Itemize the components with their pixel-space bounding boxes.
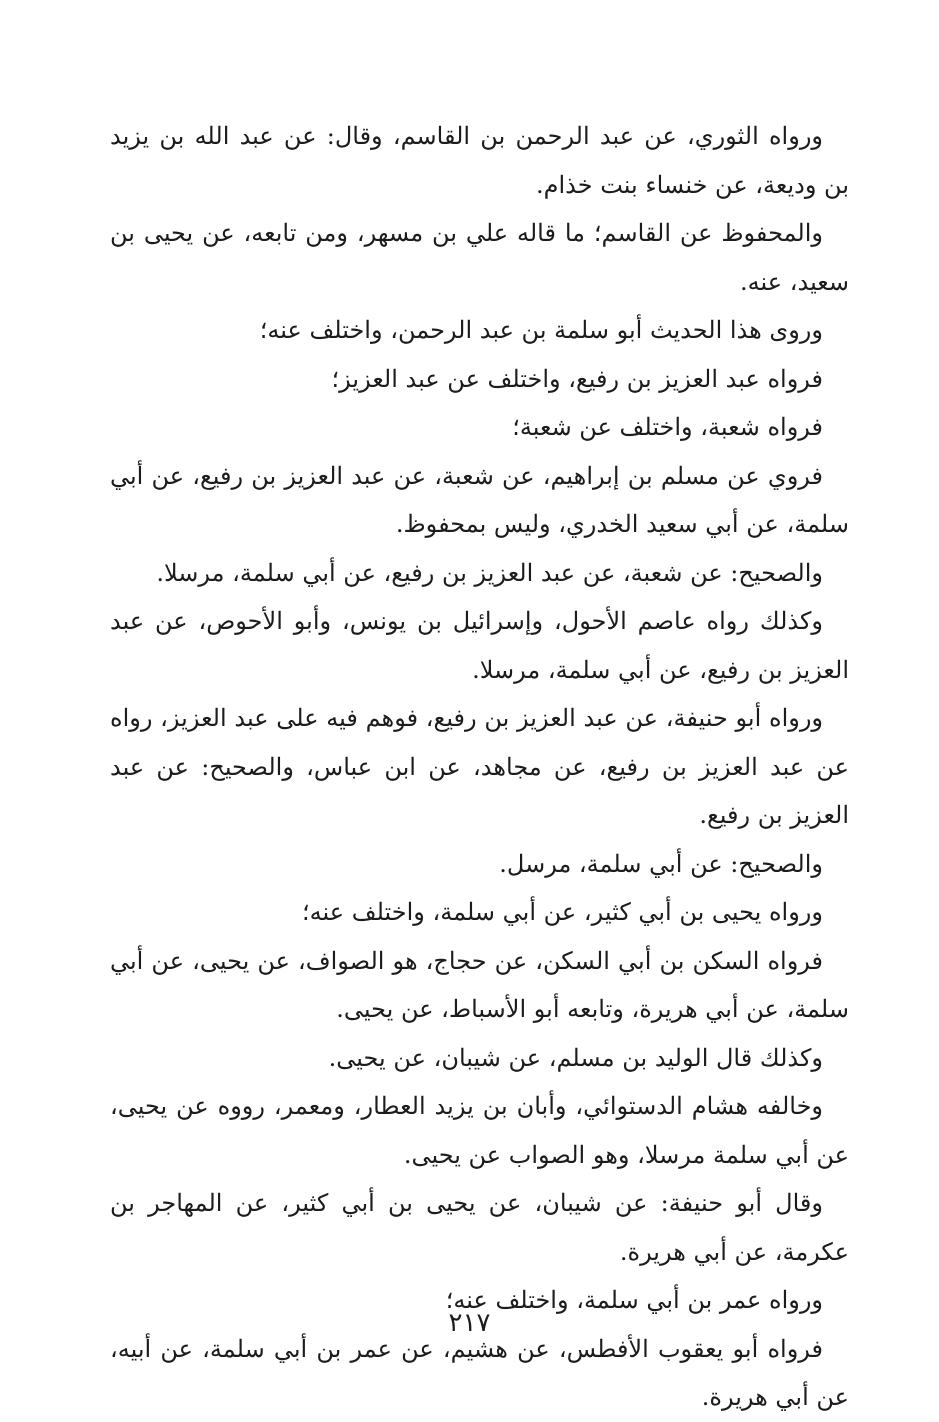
paragraph: وروى هذا الحديث أبو سلمة بن عبد الرحمن، واختلف عنه؛ bbox=[259, 316, 823, 344]
paragraph: والصحيح: عن شعبة، عن عبد العزيز بن رفيع، عن أبي سلمة، مرسلا. bbox=[156, 558, 823, 587]
paragraph: وكذلك رواه عاصم الأحول، وإسرائيل بن يونس، وأبو الأحوص، عن عبد العزيز بن رفيع، عن أبي سلمة، مرسلا. bbox=[110, 607, 849, 684]
paragraph: فرواه السكن بن أبي السكن، عن حجاج، هو الصواف، عن يحيى، عن أبي سلمة، عن أبي هريرة، وتابعه أبو الأسباط، عن يحيى. bbox=[110, 946, 849, 1023]
paragraph: فرواه عبد العزيز بن رفيع، واختلف عن عبد العزيز؛ bbox=[331, 364, 823, 393]
paragraph: وقال أبو حنيفة: عن شيبان، عن يحيى بن أبي كثير، عن المهاجر بن عكرمة، عن أبي هريرة. bbox=[110, 1189, 849, 1266]
paragraph: ورواه عمر بن أبي سلمة، واختلف عنه؛ bbox=[445, 1286, 823, 1314]
paragraph: فرواه أبو يعقوب الأفطس، عن هشيم، عن عمر بن أبي سلمة، عن أبيه، عن أبي هريرة. bbox=[110, 1334, 849, 1411]
paragraph: وخالفه هشام الدستوائي، وأبان بن يزيد العطار، ومعمر، رووه عن يحيى، عن أبي سلمة مرسلا، وهو الصواب عن يحيى. bbox=[110, 1092, 849, 1169]
paragraph: والمحفوظ عن القاسم؛ ما قاله علي بن مسهر، ومن تابعه، عن يحيى بن سعيد، عنه. bbox=[110, 219, 849, 296]
paragraph: والصحيح: عن أبي سلمة، مرسل. bbox=[499, 849, 823, 878]
paragraph: ورواه يحيى بن أبي كثير، عن أبي سلمة، واختلف عنه؛ bbox=[302, 898, 823, 926]
paragraph: ورواه الثوري، عن عبد الرحمن بن القاسم، وقال: عن عبد الله بن يزيد بن وديعة، عن خنساء بنت خذام. bbox=[110, 122, 849, 199]
paragraph: فرواه شعبة، واختلف عن شعبة؛ bbox=[512, 413, 823, 441]
paragraph: فروي عن مسلم بن إبراهيم، عن شعبة، عن عبد العزيز بن رفيع، عن أبي سلمة، عن أبي سعيد الخدري، وليس بمحفوظ. bbox=[110, 461, 849, 538]
paragraph: وكذلك قال الوليد بن مسلم، عن شيبان، عن يحيى. bbox=[328, 1043, 823, 1072]
page-number: ٢١٧ bbox=[448, 1308, 491, 1338]
paragraph: ورواه أبو حنيفة، عن عبد العزيز بن رفيع، فوهم فيه على عبد العزيز، رواه عن عبد العزيز بن رفيع، عن مجاهد، عن ابن عباس، والصحيح: عن عبد العزيز بن رفيع. bbox=[110, 704, 849, 829]
body-text bbox=[110, 112, 849, 1422]
